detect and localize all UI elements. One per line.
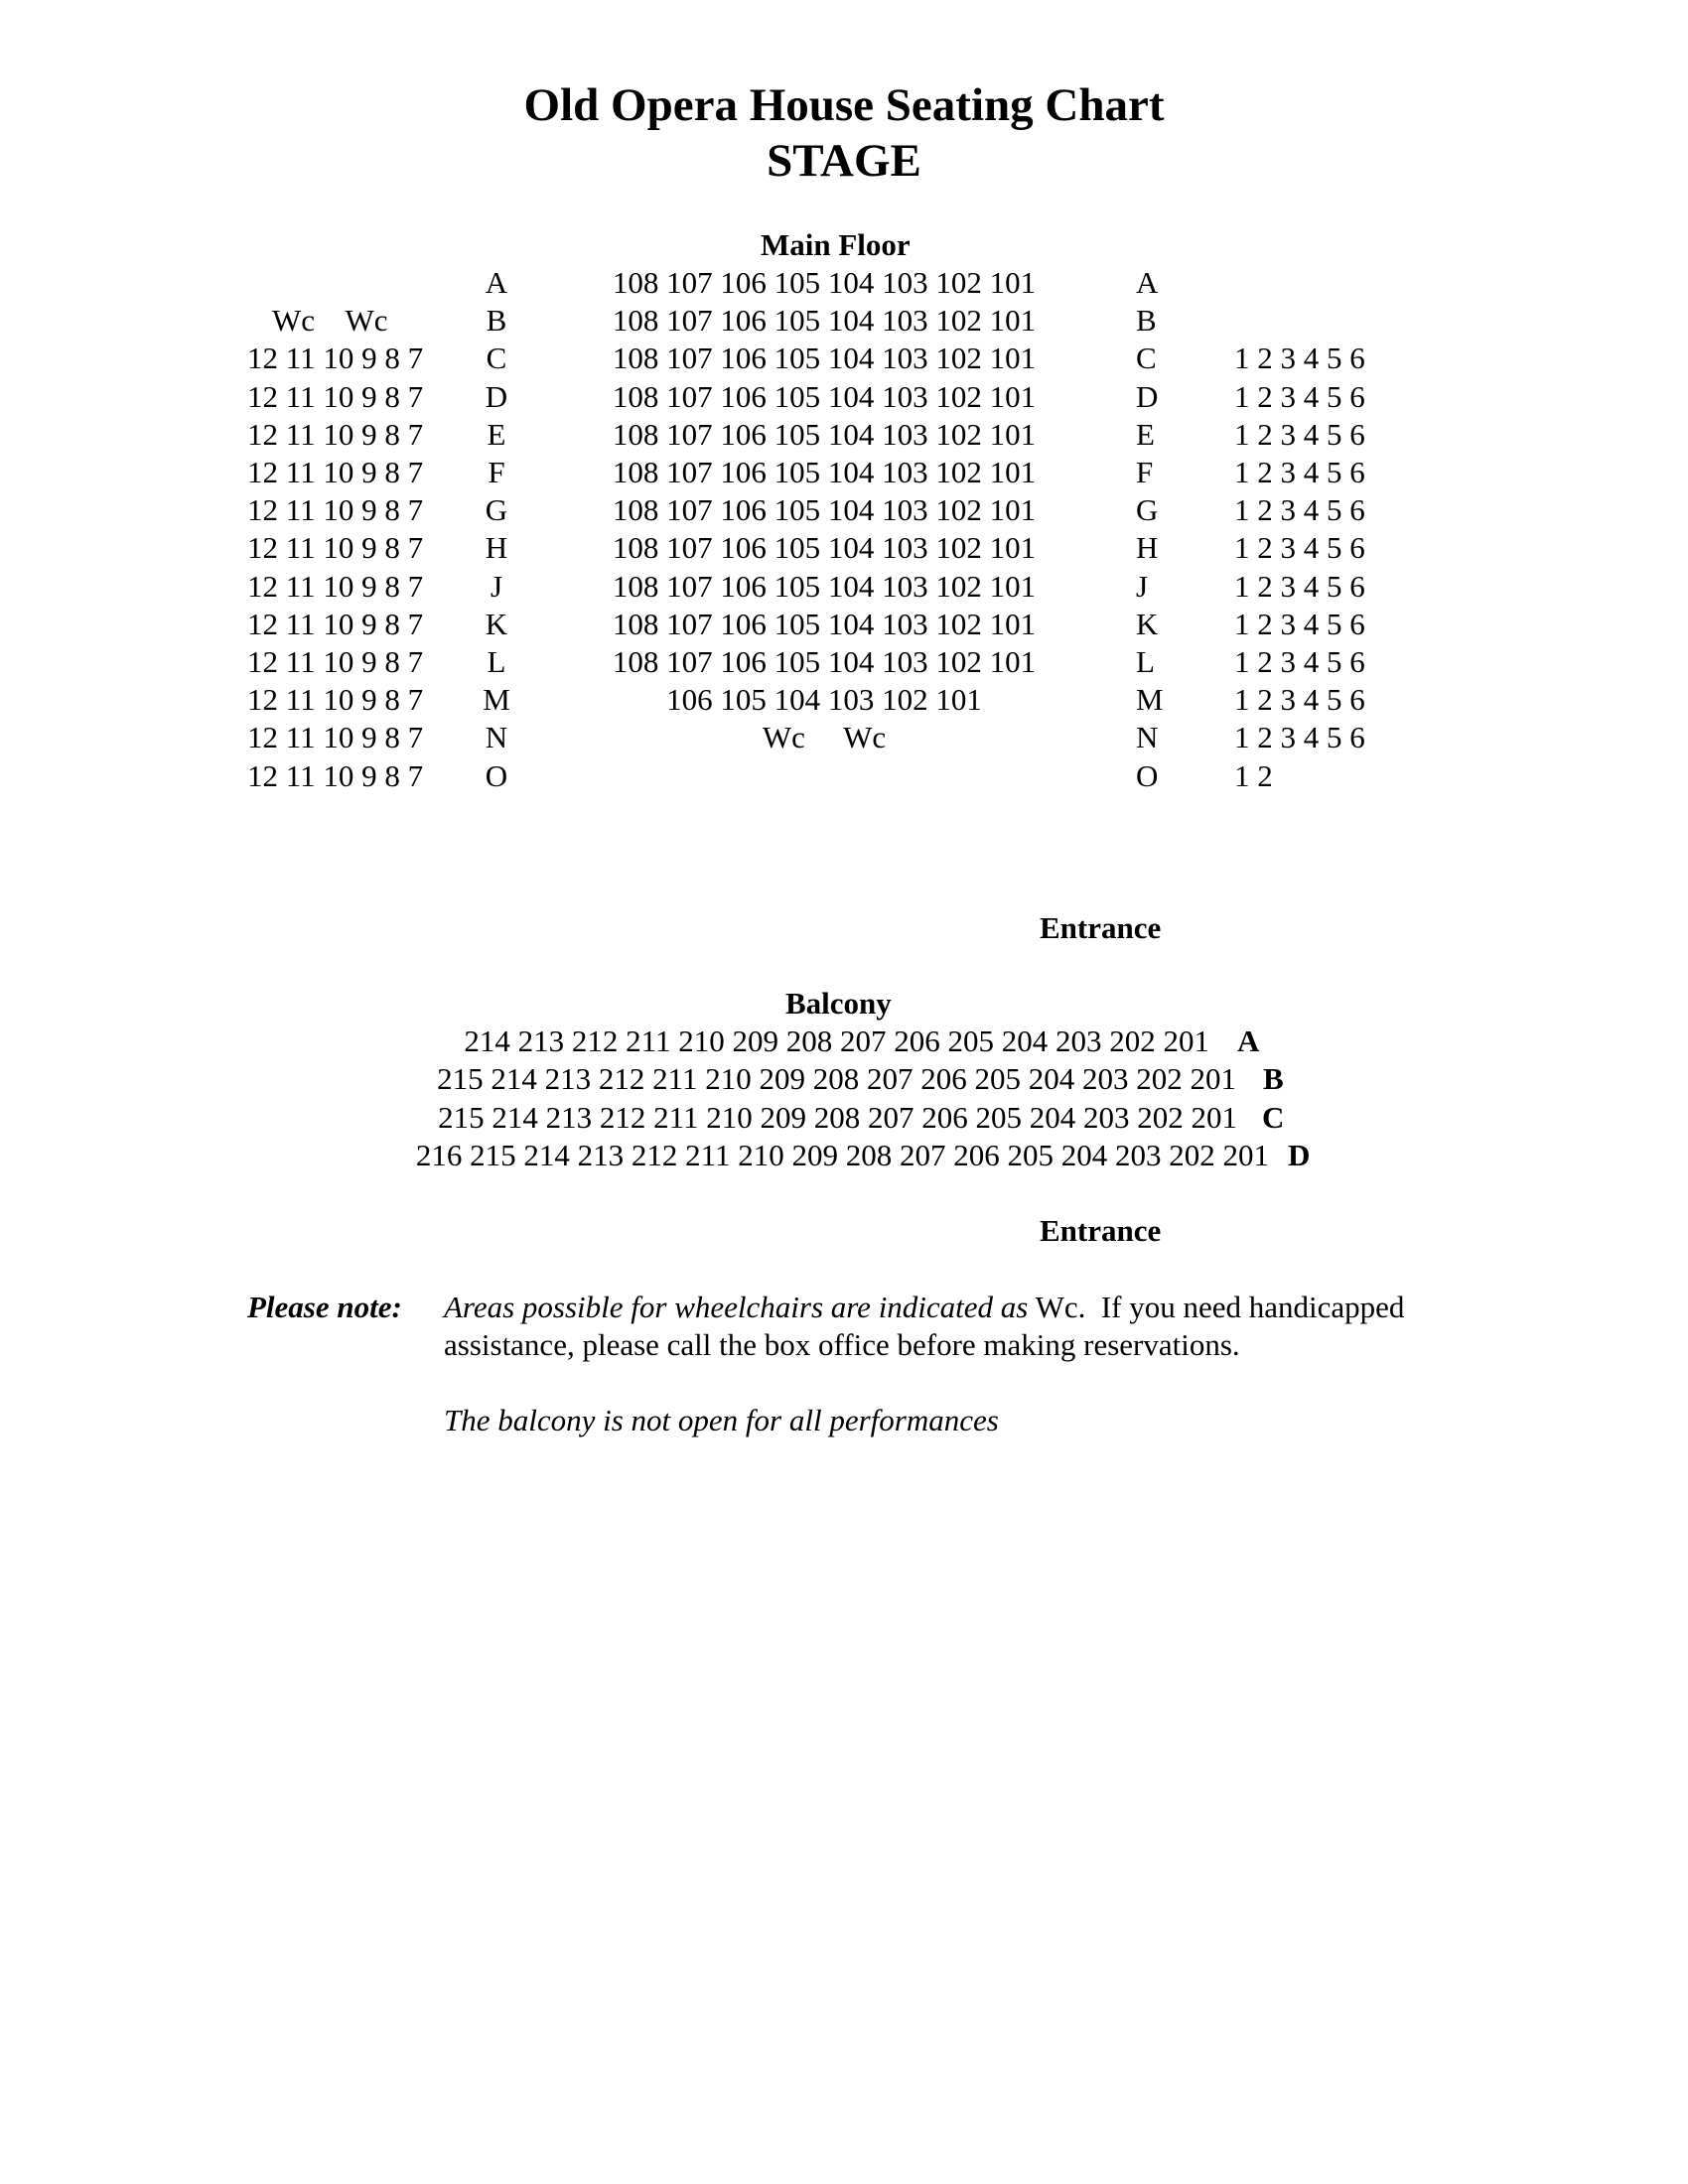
balcony-row-label: A [1237, 1024, 1260, 1058]
row-label-right: N [1136, 720, 1159, 754]
center-seats: 108 107 106 105 104 103 102 101 [612, 265, 1037, 300]
row-label-left: D [485, 379, 508, 414]
left-seats: 12 11 10 9 8 7 [247, 379, 424, 414]
balcony-seats: 215 214 213 212 211 210 209 208 207 206 205 204 203 202 201 [438, 1100, 1237, 1135]
row-label-left: A [485, 265, 508, 300]
balcony-seats: 215 214 213 212 211 210 209 208 207 206 205 204 203 202 201 [437, 1061, 1236, 1096]
balcony-heading: Balcony [785, 986, 892, 1021]
row-label-right: K [1136, 607, 1159, 641]
row-label-left: E [487, 417, 506, 452]
center-seats: 108 107 106 105 104 103 102 101 [612, 569, 1037, 604]
row-label-left: L [487, 644, 506, 679]
row-label-right: A [1136, 265, 1159, 300]
right-seats: 1 2 3 4 5 6 [1234, 644, 1365, 679]
right-seats: 1 2 3 4 5 6 [1234, 720, 1365, 754]
center-seats: 108 107 106 105 104 103 102 101 [612, 379, 1037, 414]
note-line-2: assistance, please call the box office before making reservations. [444, 1327, 1240, 1362]
note-line-3: The balcony is not open for all performances [444, 1403, 999, 1437]
center-seats: 108 107 106 105 104 103 102 101 [612, 492, 1037, 527]
left-seats: 12 11 10 9 8 7 [247, 607, 424, 641]
note-wc-symbol: Wc. [1035, 1290, 1086, 1324]
row-label-left: C [486, 341, 507, 375]
row-label-right: M [1136, 682, 1164, 717]
left-wheelchair-spaces: Wc Wc [272, 303, 388, 338]
balcony-seats: 214 213 212 211 210 209 208 207 206 205 204 203 202 201 [464, 1024, 1209, 1058]
note-wheelchair-text: Areas possible for wheelchairs are indicated as [444, 1290, 1029, 1324]
main-floor-entrance: Entrance [1040, 910, 1162, 945]
left-seats: 12 11 10 9 8 7 [247, 455, 424, 489]
balcony-row-label: D [1288, 1138, 1311, 1172]
right-seats: 1 2 3 4 5 6 [1234, 455, 1365, 489]
row-label-right: C [1136, 341, 1157, 375]
center-seats: 108 107 106 105 104 103 102 101 [612, 644, 1037, 679]
right-seats: 1 2 [1234, 758, 1273, 793]
row-label-right: H [1136, 530, 1159, 565]
center-seats: 108 107 106 105 104 103 102 101 [612, 530, 1037, 565]
right-seats: 1 2 3 4 5 6 [1234, 607, 1365, 641]
center-seats: 108 107 106 105 104 103 102 101 [612, 607, 1037, 641]
row-label-left: J [490, 569, 503, 604]
left-seats: 12 11 10 9 8 7 [247, 758, 424, 793]
center-seats: 108 107 106 105 104 103 102 101 [612, 303, 1037, 338]
right-seats: 1 2 3 4 5 6 [1234, 492, 1365, 527]
row-label-left: F [488, 455, 505, 489]
row-label-left: N [485, 720, 508, 754]
row-label-right: D [1136, 379, 1159, 414]
left-seats: 12 11 10 9 8 7 [247, 644, 424, 679]
row-label-right: B [1136, 303, 1157, 338]
row-label-right: L [1136, 644, 1155, 679]
left-seats: 12 11 10 9 8 7 [247, 417, 424, 452]
left-seats: 12 11 10 9 8 7 [247, 682, 424, 717]
row-label-right: J [1136, 569, 1149, 604]
note-label: Please note: [247, 1290, 402, 1324]
right-seats: 1 2 3 4 5 6 [1234, 569, 1365, 604]
center-seats: 108 107 106 105 104 103 102 101 [612, 455, 1037, 489]
center-seats: 108 107 106 105 104 103 102 101 [612, 417, 1037, 452]
row-label-right: G [1136, 492, 1159, 527]
left-seats: 12 11 10 9 8 7 [247, 492, 424, 527]
balcony-entrance: Entrance [1040, 1213, 1162, 1248]
note-handicapped-text: If you need handicapped [1100, 1290, 1405, 1324]
row-label-left: O [485, 758, 508, 793]
row-label-right: O [1136, 758, 1159, 793]
balcony-row-label: C [1262, 1100, 1285, 1135]
row-label-left: M [483, 682, 510, 717]
row-label-left: G [485, 492, 508, 527]
right-seats: 1 2 3 4 5 6 [1234, 417, 1365, 452]
note-line-1 [444, 1292, 1404, 1322]
page-title: Old Opera House Seating Chart [523, 79, 1165, 131]
row-label-left: B [486, 303, 507, 338]
center-seats: 106 105 104 103 102 101 [666, 682, 982, 717]
left-seats: 12 11 10 9 8 7 [247, 341, 424, 375]
center-seats: Wc Wc [762, 720, 887, 754]
right-seats: 1 2 3 4 5 6 [1234, 341, 1365, 375]
row-label-right: E [1136, 417, 1155, 452]
balcony-row-label: B [1263, 1061, 1284, 1096]
row-label-right: F [1136, 455, 1154, 489]
balcony-seats: 216 215 214 213 212 211 210 209 208 207 206 205 204 203 202 201 [415, 1138, 1269, 1172]
right-seats: 1 2 3 4 5 6 [1234, 379, 1365, 414]
left-seats: 12 11 10 9 8 7 [247, 720, 424, 754]
right-seats: 1 2 3 4 5 6 [1234, 682, 1365, 717]
left-seats: 12 11 10 9 8 7 [247, 569, 424, 604]
row-label-left: H [485, 530, 508, 565]
center-seats: 108 107 106 105 104 103 102 101 [612, 341, 1037, 375]
stage-label: STAGE [767, 135, 921, 187]
right-seats: 1 2 3 4 5 6 [1234, 530, 1365, 565]
main-floor-heading: Main Floor [761, 227, 911, 262]
left-seats: 12 11 10 9 8 7 [247, 530, 424, 565]
row-label-left: K [485, 607, 508, 641]
